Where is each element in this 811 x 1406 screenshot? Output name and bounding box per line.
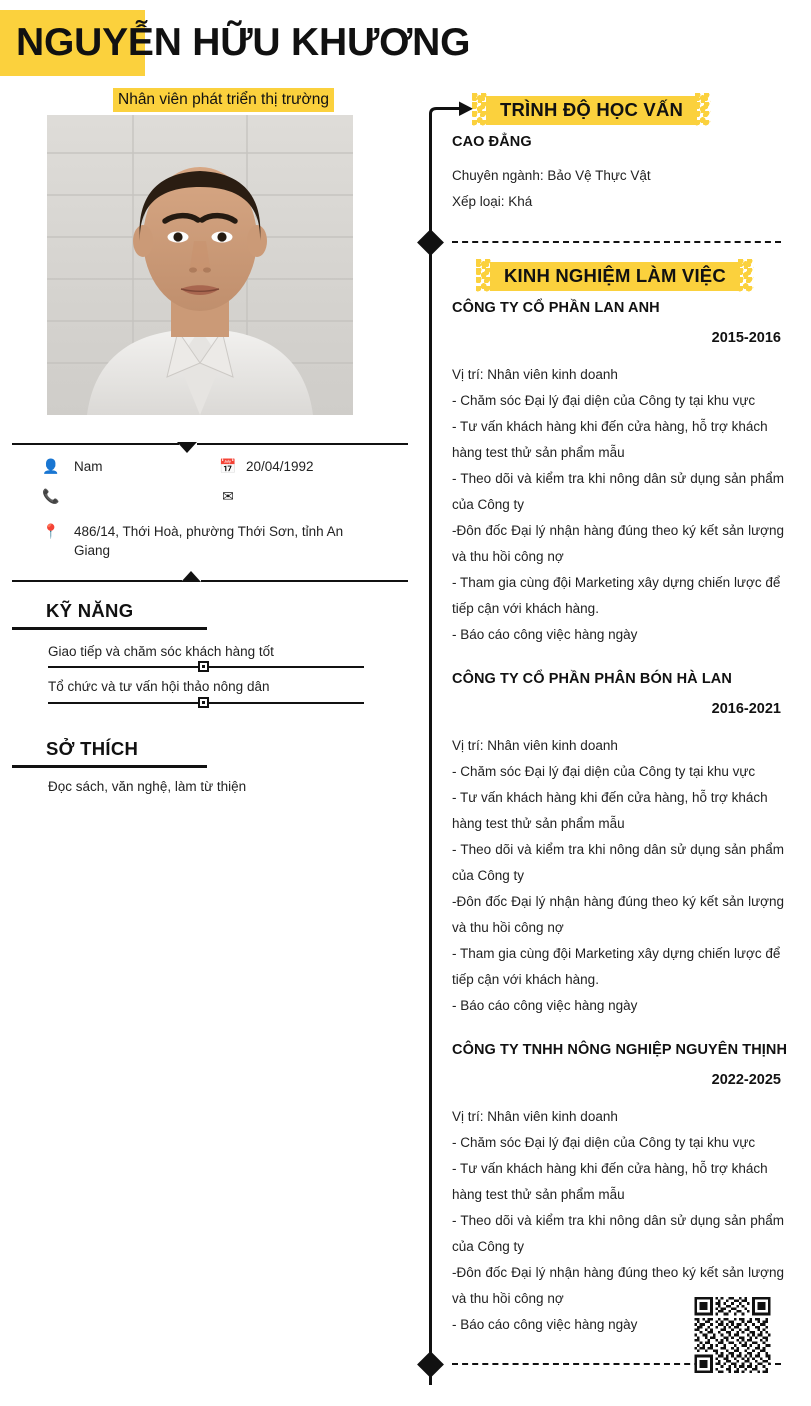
person-icon: 👤 <box>42 458 60 474</box>
job-duty-2-3: -Đôn đốc Đại lý nhận hàng đúng theo ký kết sản lượng và thu hồi công nợ <box>452 1265 784 1306</box>
experience-section-title: KINH NGHIỆM LÀM VIỆC <box>490 262 740 291</box>
profile-photo <box>47 115 353 415</box>
job-duty-0-0: - Chăm sóc Đại lý đại diện của Công ty tại khu vực <box>452 393 756 408</box>
hobbies-section-title: SỞ THÍCH <box>46 738 139 759</box>
qr-code[interactable] <box>690 1297 775 1373</box>
job-duty-1-1: - Tư vấn khách hàng khi đến cửa hàng, hỗ trợ khách hàng test thử sản phẩm mẫu <box>452 790 768 831</box>
job-duty-1-2: - Theo dõi và kiểm tra khi nông dân sử dụng sản phẩm của Công ty <box>452 842 784 883</box>
skills-section-title: KỸ NĂNG <box>46 600 134 621</box>
contact-row-gender-dob <box>12 455 412 485</box>
job-company-0: CÔNG TY CỔ PHẦN LAN ANH <box>452 300 660 316</box>
timeline-diamond-top <box>417 229 444 256</box>
contact-divider-bottom-left <box>12 580 182 582</box>
education-section-title: TRÌNH ĐỘ HỌC VẤN <box>486 96 697 125</box>
job-duty-1-4: - Tham gia cùng đội Marketing xây dựng chiến lược để tiếp cận với khách hàng. <box>452 946 781 987</box>
contact-dob: 20/04/1992 <box>246 459 314 474</box>
job-duty-2-4: - Báo cáo công việc hàng ngày <box>452 1317 638 1332</box>
job-position-2: Vị trí: Nhân viên kinh doanh <box>452 1109 618 1124</box>
job-duty-2-0: - Chăm sóc Đại lý đại diện của Công ty tại khu vực <box>452 1135 756 1150</box>
job-duty-2-1: - Tư vấn khách hàng khi đến cửa hàng, hỗ trợ khách hàng test thử sản phẩm mẫu <box>452 1161 768 1202</box>
timeline-dashed-divider-top <box>452 241 781 243</box>
envelope-icon: ✉ <box>222 488 234 504</box>
divider-triangle-up-icon <box>181 571 201 582</box>
location-pin-icon: 📍 <box>42 523 60 539</box>
hobbies-text: Đọc sách, văn nghệ, làm từ thiện <box>48 779 247 794</box>
divider-triangle-down-icon <box>177 442 197 453</box>
job-company-1: CÔNG TY CỔ PHẦN PHÂN BÓN HÀ LAN <box>452 671 732 687</box>
skill-knob-1[interactable] <box>198 697 209 708</box>
job-duty-2-2: - Theo dõi và kiểm tra khi nông dân sử dụng sản phẩm của Công ty <box>452 1213 784 1254</box>
job-duty-0-5: - Báo cáo công việc hàng ngày <box>452 627 638 642</box>
job-duty-0-1: - Tư vấn khách hàng khi đến cửa hàng, hỗ trợ khách hàng test thử sản phẩm mẫu <box>452 419 768 460</box>
education-degree: CAO ĐẲNG <box>452 134 532 150</box>
job-duty-1-5: - Báo cáo công việc hàng ngày <box>452 998 638 1013</box>
skill-knob-0[interactable] <box>198 661 209 672</box>
education-grade: Xếp loại: Khá <box>452 194 533 209</box>
job-duty-1-3: -Đôn đốc Đại lý nhận hàng đúng theo ký kết sản lượng và thu hồi công nợ <box>452 894 784 935</box>
contact-divider-top-right <box>197 443 408 445</box>
job-period-0: 2015-2016 <box>711 330 781 346</box>
job-duty-0-3: -Đôn đốc Đại lý nhận hàng đúng theo ký kết sản lượng và thu hồi công nợ <box>452 523 784 564</box>
contact-row-phone-email <box>12 485 412 520</box>
timeline-vertical-line <box>429 120 432 1385</box>
job-duty-0-2: - Theo dõi và kiểm tra khi nông dân sử dụng sản phẩm của Công ty <box>452 471 784 512</box>
job-duty-0-4: - Tham gia cùng đội Marketing xây dựng chiến lược để tiếp cận với khách hàng. <box>452 575 781 616</box>
contact-row-address <box>12 520 412 564</box>
phone-icon: 📞 <box>42 488 60 504</box>
job-period-2: 2022-2025 <box>711 1072 781 1088</box>
job-position-0: Vị trí: Nhân viên kinh doanh <box>452 367 618 382</box>
contact-divider-bottom-right <box>201 580 408 582</box>
education-major: Chuyên ngành: Bảo Vệ Thực Vật <box>452 168 651 183</box>
contact-address: 486/14, Thới Hoà, phường Thới Sơn, tỉnh An Giang <box>74 524 344 558</box>
skills-title-underline <box>12 627 207 630</box>
contact-gender: Nam <box>74 459 103 474</box>
page-title: NGUYỄN HỮU KHƯƠNG <box>16 21 471 64</box>
job-company-2: CÔNG TY TNHH NÔNG NGHIỆP NGUYÊN THỊNH <box>452 1042 788 1058</box>
skill-label-1: Tổ chức và tư vấn hội thảo nông dân <box>48 679 270 694</box>
hobbies-title-underline <box>12 765 207 768</box>
calendar-icon: 📅 <box>219 458 237 474</box>
skill-label-0: Giao tiếp và chăm sóc khách hàng tốt <box>48 644 274 659</box>
contact-block <box>12 455 412 564</box>
job-period-1: 2016-2021 <box>711 701 781 717</box>
job-duty-1-0: - Chăm sóc Đại lý đại diện của Công ty tại khu vực <box>452 764 756 779</box>
contact-divider-top-left <box>12 443 179 445</box>
job-title-highlight <box>113 88 334 112</box>
job-position-1: Vị trí: Nhân viên kinh doanh <box>452 738 618 753</box>
timeline-diamond-bottom <box>417 1351 444 1378</box>
job-title: Nhân viên phát triển thị trường <box>118 91 329 108</box>
